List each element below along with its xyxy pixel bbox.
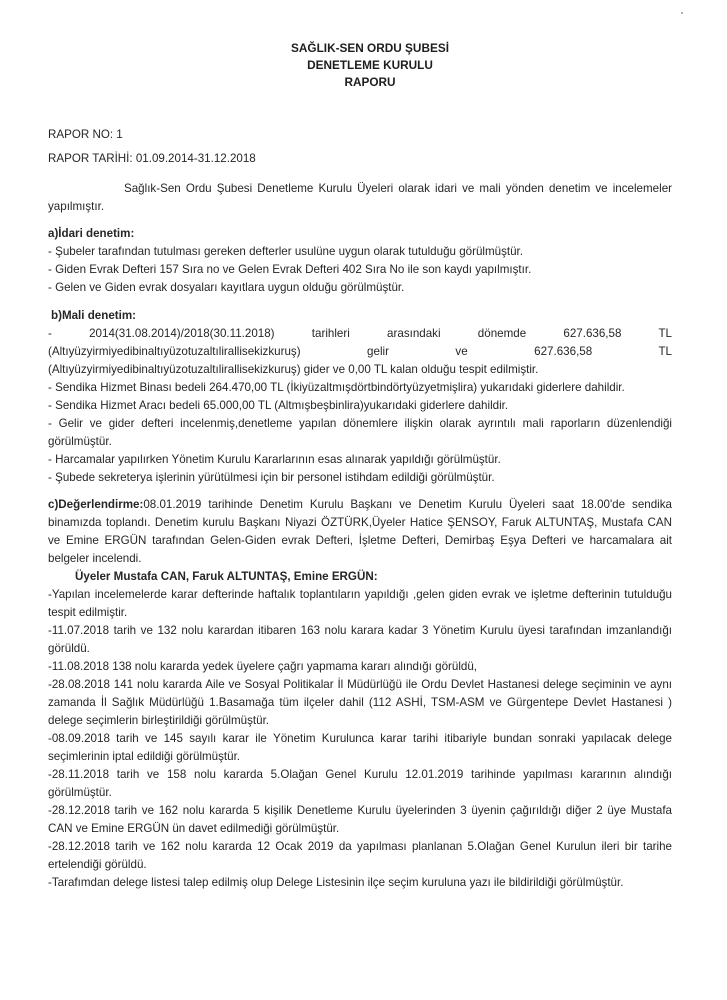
evaluation-heading: c)Değerlendirme: [48,498,144,511]
finding-item: -11.08.2018 138 nolu kararda yedek üyelere çağrı yapmama kararı alındığı görüldü, [48,660,478,673]
members-heading: Üyeler Mustafa CAN, Faruk ALTUNTAŞ, Emine ERGÜN: [75,570,378,583]
admin-heading: a)İdari denetim: [48,227,135,240]
board-name: DENETLEME KURULU [307,58,433,72]
financial-heading: b)Mali denetim: [51,309,137,322]
financial-item: - Gelir ve gider defteri incelenmiş,denetleme yapılan dönemlere ilişkin olarak ayrıntılı mali raporların düzenlendiği görülmüştür. [48,417,672,448]
financial-item: - Harcamalar yapılırken Yönetim Kurulu Kararlarının esas alınarak yapıldığı görülmüştür. [48,453,501,466]
admin-item: - Şubeler tarafından tutulması gereken defterler usulüne uygun olarak tutulduğu görülmüştür. [48,245,523,258]
financial-item: - Sendika Hizmet Binası bedeli 264.470,00 TL (İkiyüzaltmışdörtbindörtyüzyetmişlira) yukarıdaki giderlere dahildir. [48,381,625,394]
financial-line: - 2014(31.08.2014)/2018(30.11.2018) tarihleri arasındaki dönemde 627.636,58 TL [48,327,672,340]
finding-item: -Tarafımdan delege listesi talep edilmiş olup Delege Listesinin ilçe seçim kuruluna yazı ile bildirildiği görülmüştür. [48,876,624,889]
finding-item: -28.08.2018 141 nolu kararda Aile ve Sosyal Politikalar İl Müdürlüğü ile Ordu Devlet Hastanesi delege seçiminin ve aynı zamanda İl Sağlık Müdürlüğü 1.Basamağa tüm ilçeler dahil (112 ASHİ, TSM-ASM ve Gürgentepe Devlet Hastanesi ) delege seçimlerin birleştirildiği görülmüştür. [48,678,672,727]
scan-speck [681,12,683,14]
financial-item: - Şubede sekreterya işlerinin yürütülmesi için bir personel istihdam edildiği görülmüştür. [48,471,495,484]
admin-item: - Gelen ve Giden evrak dosyaları kayıtlara uygun olduğu görülmüştür. [48,281,405,294]
org-name: SAĞLIK-SEN ORDU ŞUBESİ [291,41,449,55]
finding-item: -28.12.2018 tarih ve 162 nolu kararda 12 Ocak 2019 da yapılması planlanan 5.Olağan Genel Kurulun ileri bir tarihe ertelendiği görüldü. [48,840,672,871]
finding-item: -08.09.2018 tarih ve 145 sayılı karar ile Yönetim Kurulunca karar tarihi itibariyle bundan sonraki yapılacak delege seçimlerinin iptal edildiği görülmüştür. [48,732,672,763]
evaluation-text: 08.01.2019 tarihinde Denetim Kurulu Başkanı ve Denetim Kurulu Üyeleri saat 18.00'de sendika binamızda toplandı. Denetim kurulu Başkanı Niyazi ÖZTÜRK,Üyeler Hatice ŞENSOY, Faruk ALTUNTAŞ, Mustafa CAN ve Emine ERGÜN tarafından Gelen-Giden evrak Defteri, İşletme Defteri, Demirbaş Eşya Defteri ve harcamalara ait belgeler incelendi. [48,498,672,565]
report-number: RAPOR NO: 1 [48,128,123,141]
report-title: RAPORU [344,75,396,89]
financial-item: - Sendika Hizmet Aracı bedeli 65.000,00 TL (Altmışbeşbinlira)yukarıdaki giderlere dahildir. [48,399,509,412]
admin-item: - Giden Evrak Defteri 157 Sıra no ve Gelen Evrak Defteri 402 Sıra No ile son kaydı yapılmıştır. [48,263,532,276]
finding-item: -11.07.2018 tarih ve 132 nolu karardan itibaren 163 nolu karara kadar 3 Yönetim Kurulu üyesi tarafından imzanlandığı görüldü. [48,624,672,655]
report-header [48,40,672,91]
finding-item: -28.11.2018 tarih ve 158 nolu kararda 5.Olağan Genel Kurulu 12.01.2019 tarihinde yapılması kararının alındığı görülmüştür. [48,768,672,799]
finding-item: -28.12.2018 tarih ve 162 nolu kararda 5 kişilik Denetleme Kurulu üyelerinden 3 üyenin çağırıldığı diğer 2 üye Mustafa CAN ve Emine ERGÜN ün davet edilmediği görülmüştür. [48,804,672,835]
financial-line: (Altıyüzyirmiyedibinaltıyüzotuzaltılirallisekizkuruş) gelir ve 627.636,58 TL [48,345,672,358]
finding-item: -Yapılan incelemelerde karar defterinde haftalık toplantıların yapıldığı ,gelen giden evrak ve işletme defterinin tutulduğu tespit edilmiştir. [48,588,672,619]
report-page [48,40,672,892]
report-date: RAPOR TARİHİ: 01.09.2014-31.12.2018 [48,152,256,165]
financial-line: (Altıyüzyirmiyedibinaltıyüzotuzaltılirallisekizkuruş) gider ve 0,00 TL kalan olduğu tespit edilmiştir. [48,363,539,376]
intro-paragraph: Sağlık-Sen Ordu Şubesi Denetleme Kurulu Üyeleri olarak idari ve mali yönden denetim ve incelemeler yapılmıştır. [48,182,672,213]
evaluation-paragraph [48,496,672,568]
